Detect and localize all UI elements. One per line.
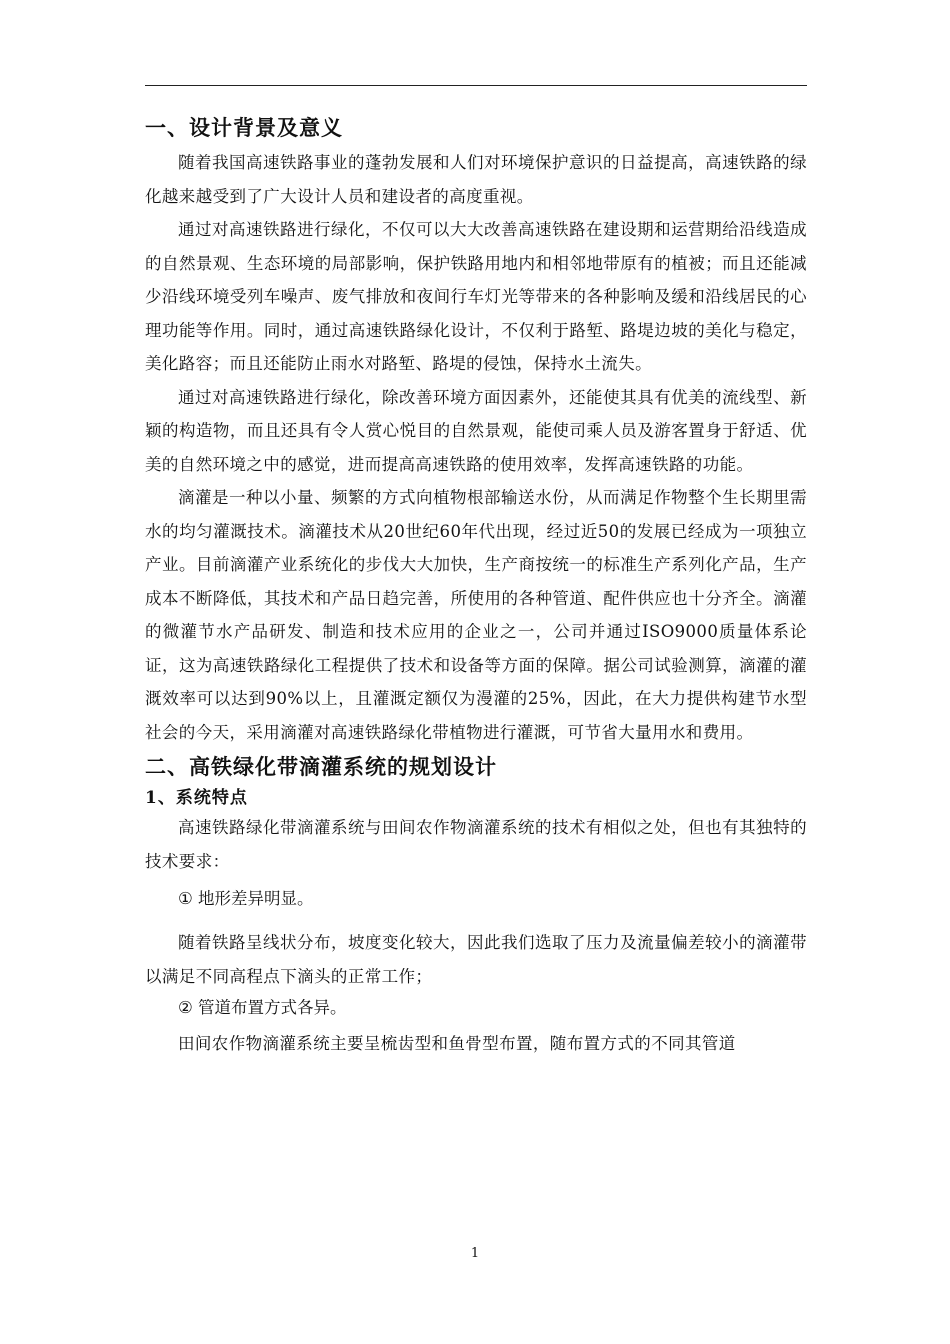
page-content — [145, 110, 807, 1061]
page-number: 1 — [470, 1246, 480, 1261]
list-item-title: ① 地形差异明显。 — [178, 889, 314, 908]
paragraph: 通过对高速铁路进行绿化，不仅可以大大改善高速铁路在建设期和运营期给沿线造成的自然景观、生态环境的局部影响，保护铁路用地内和相邻地带原有的植被；而且还能减少沿线环境受列车噪声、废气排放和夜间行车灯光等带来的各种影响及缓和沿线居民的心理功能等作用。同时，通过高速铁路绿化设计，不仅利于路堑、路堤边坡的美化与稳定，美化路容；而且还能防止雨水对路堑、路堤的侵蚀，保持水土流失。 — [145, 220, 807, 373]
header-rule — [145, 85, 807, 86]
section-heading-1: 一、设计背景及意义 — [145, 116, 343, 140]
section-heading-2: 二、高铁绿化带滴灌系统的规划设计 — [145, 755, 497, 779]
paragraph: 随着我国高速铁路事业的蓬勃发展和人们对环境保护意识的日益提高，高速铁路的绿化越来越受到了广大设计人员和建设者的高度重视。 — [145, 153, 807, 206]
paragraph: 田间农作物滴灌系统主要呈梳齿型和鱼骨型布置，随布置方式的不同其管道 — [178, 1034, 736, 1053]
paragraph: 高速铁路绿化带滴灌系统与田间农作物滴灌系统的技术有相似之处，但也有其独特的技术要求： — [145, 818, 807, 871]
paragraph: 通过对高速铁路进行绿化，除改善环境方面因素外，还能使其具有优美的流线型、新颖的构造物，而且还具有令人赏心悦目的自然景观，能使司乘人员及游客置身于舒适、优美的自然环境之中的感觉，进而提高高速铁路的使用效率，发挥高速铁路的功能。 — [145, 387, 807, 474]
list-item-title: ② 管道布置方式各异。 — [178, 998, 347, 1017]
paragraph: 滴灌是一种以小量、频繁的方式向植物根部输送水份，从而满足作物整个生长期里需水的均匀灌溉技术。滴灌技术从20世纪60年代出现，经过近50的发展已经成为一项独立产业。目前滴灌产业系统化的步伐大大加快，生产商按统一的标准生产系列化产品，生产成本不断降低，其技术和产品日趋完善，所使用的各种管道、配件供应也十分齐全。滴灌的微灌节水产品研发、制造和技术应用的企业之一，公司并通过ISO9000质量体系论证，这为高速铁路绿化工程提供了技术和设备等方面的保障。据公司试验测算，滴灌的灌溉效率可以达到90%以上，且灌溉定额仅为漫灌的25%，因此，在大力提供构建节水型社会的今天，采用滴灌对高速铁路绿化带植物进行灌溉，可节省大量用水和费用。 — [145, 488, 807, 742]
paragraph: 随着铁路呈线状分布，坡度变化较大，因此我们选取了压力及流量偏差较小的滴灌带以满足不同高程点下滴头的正常工作； — [145, 933, 807, 986]
subsection-heading: 1、系统特点 — [145, 788, 248, 808]
